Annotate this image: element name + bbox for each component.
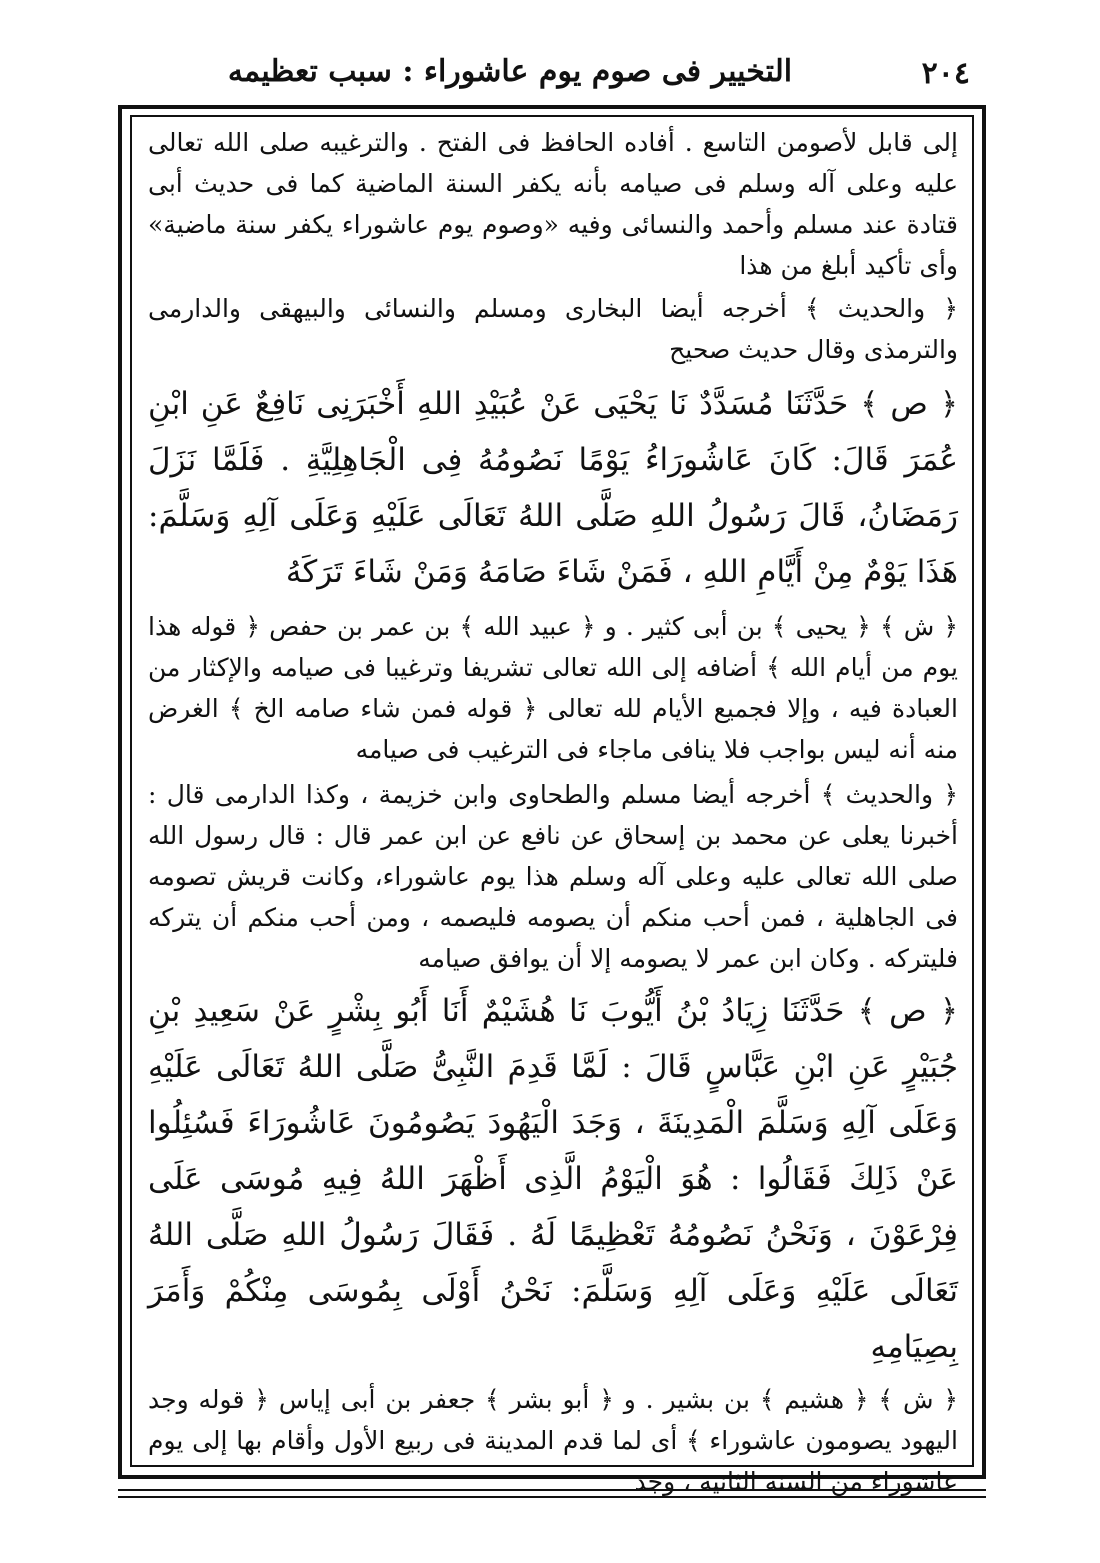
bottom-rule	[118, 1489, 986, 1491]
sharh-paragraph: ﴿ ش ﴾ ﴿ يحيى ﴾ بن أبى كثير . و ﴿ عبيد الله ﴾ بن عمر بن حفص ﴿ قوله هذا يوم من أيام الله ﴾ أضافه إلى الله تعالى تشريفا وترغيبا فى صيامه والإكثار من العبادة فيه ، وإلا فجميع الأيام لله تعالى ﴿ قوله فمن شاء صامه الخ ﴾ الغرض منه أنه ليس بواجب فلا ينافى ماجاء فى الترغيب فى صيامه	[148, 612, 958, 764]
takhrij-paragraph: ﴿ والحديث ﴾ أخرجه أيضا مسلم والطحاوى وابن خزيمة ، وكذا الدارمى قال : أخبرنا يعلى عن محمد بن إسحاق عن نافع عن ابن عمر قال : قال رسول الله صلى الله تعالى عليه وعلى آله وسلم هذا يوم عاشوراء، وكانت قريش تصومه فى الجاهلية ، فمن أحب منكم أن يصومه فليصمه ، ومن أحب منكم أن يتركه فليتركه . وكان ابن عمر لا يصومه إلا أن يوافق صيامه	[148, 780, 958, 973]
hadith-text: ﴿ ص ﴾ حَدَّثَنَا زِيَادُ بْنُ أَيُّوبَ نَا هُشَيْمٌ أَنَا أَبُو بِشْرٍ عَنْ سَعِيدِ بْنِ جُبَيْرٍ عَنِ ابْنِ عَبَّاسٍ قَالَ : لَمَّا قَدِمَ النَّبِىُّ صَلَّى اللهُ تَعَالَى عَلَيْهِ وَعَلَى آلِهِ وَسَلَّمَ الْمَدِينَةَ ، وَجَدَ الْيَهُودَ يَصُومُونَ عَاشُورَاءَ فَسُئِلُوا عَنْ ذَلِكَ فَقَالُوا : هُوَ الْيَوْمُ الَّذِى أَظْهَرَ اللهُ فِيهِ مُوسَى عَلَى فِرْعَوْنَ ، وَنَحْنُ نَصُومُهُ تَعْظِيمًا لَهُ . فَقَالَ رَسُولُ اللهِ صَلَّى اللهُ تَعَالَى عَلَيْهِ وَعَلَى آلِهِ وَسَلَّمَ: نَحْنُ أَوْلَى بِمُوسَى مِنْكُمْ وَأَمَرَ بِصِيَامِهِ	[148, 993, 958, 1365]
takhrij-paragraph: ﴿ والحديث ﴾ أخرجه أيضا البخارى ومسلم والنسائى والبيهقى والدارمى والترمذى وقال حديث صحيح	[148, 294, 958, 364]
sharh-paragraph: ﴿ ش ﴾ ﴿ هشيم ﴾ بن بشير . و ﴿ أبو بشر ﴾ جعفر بن أبى إياس ﴿ قوله وجد اليهود يصومون عاشوراء ﴾ أى لما قدم المدينة فى ربيع الأول وأقام بها إلى يوم عاشوراء من السنة الثانية ، وجد	[148, 1385, 958, 1496]
page-header	[130, 50, 970, 98]
bottom-rule	[118, 1496, 986, 1498]
commentary-paragraph: إلى قابل لأصومن التاسع . أفاده الحافظ فى الفتح . والترغيبه صلى الله تعالى عليه وعلى آله وسلم فى صيامه بأنه يكفر السنة الماضية كما فى حديث أبى قتادة عند مسلم وأحمد والنسائى وفيه «وصوم يوم عاشوراء يكفر سنة ماضية» وأى تأكيد أبلغ من هذا	[148, 128, 958, 280]
page-body	[148, 122, 958, 1496]
page-number: ٢٠٤	[921, 56, 970, 91]
running-title: التخيير فى صوم يوم عاشوراء : سبب تعظيمه	[227, 54, 793, 89]
hadith-text: ﴿ ص ﴾ حَدَّثَنَا مُسَدَّدٌ نَا يَحْيَى عَنْ عُبَيْدِ اللهِ أَخْبَرَنِى نَافِعٌ عَنِ ابْنِ عُمَرَ قَالَ: كَانَ عَاشُورَاءُ يَوْمًا نَصُومُهُ فِى الْجَاهِلِيَّةِ . فَلَمَّا نَزَلَ رَمَضَانُ، قَالَ رَسُولُ اللهِ صَلَّى اللهُ تَعَالَى عَلَيْهِ وَعَلَى آلِهِ وَسَلَّمَ: هَذَا يَوْمٌ مِنْ أَيَّامِ اللهِ ، فَمَنْ شَاءَ صَامَهُ وَمَنْ شَاءَ تَرَكَهُ	[148, 386, 958, 590]
